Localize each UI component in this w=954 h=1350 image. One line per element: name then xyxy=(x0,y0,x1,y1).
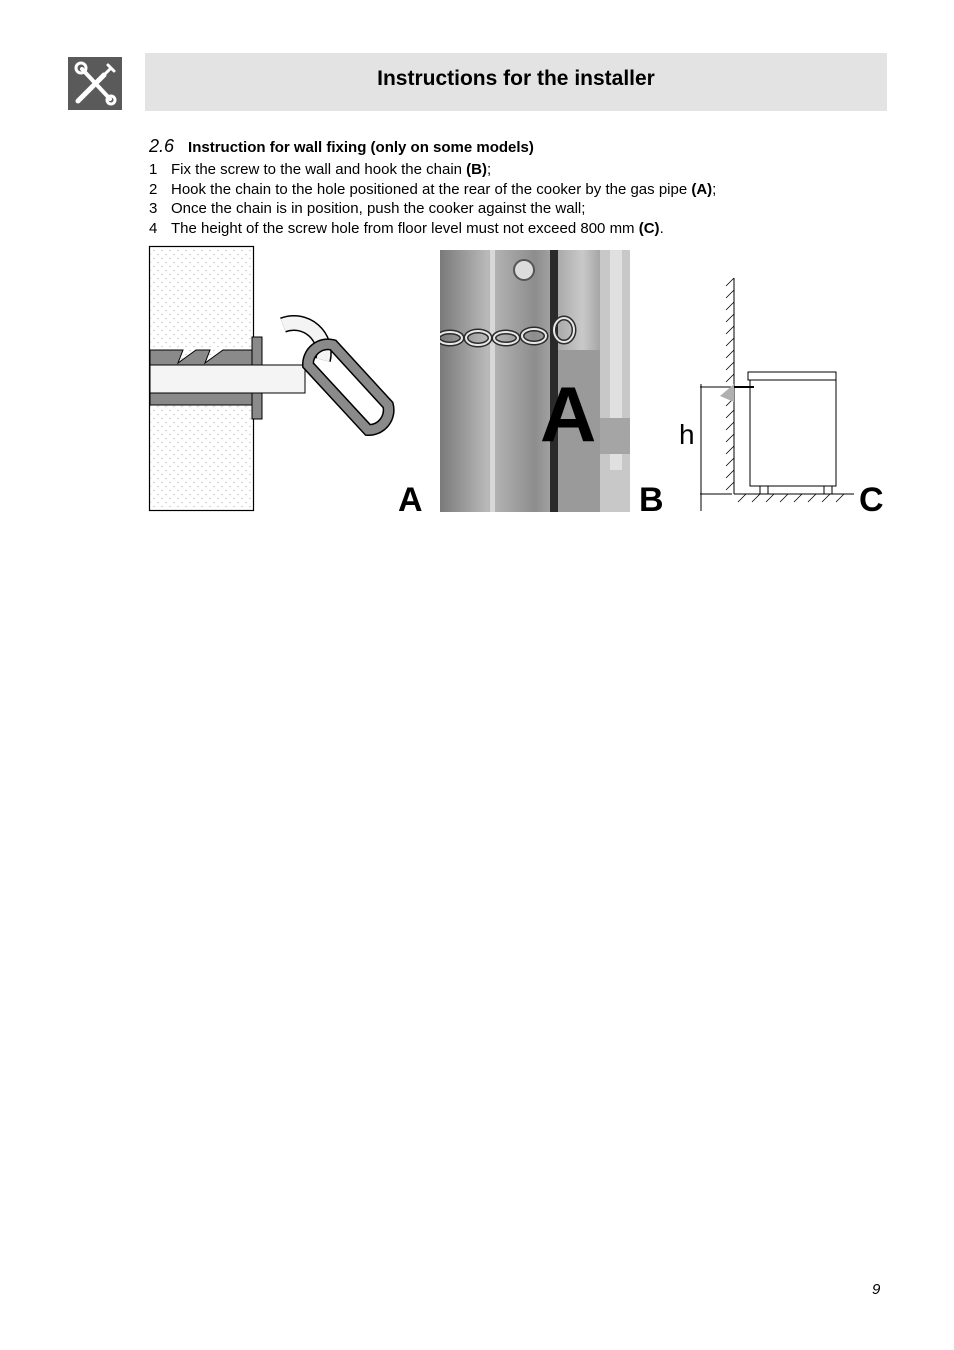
step-text: The height of the screw hole from floor level must not exceed 800 mm xyxy=(171,219,639,237)
section-number: 2.6 xyxy=(149,136,175,156)
section-title: Instruction for wall fixing (only on some models) xyxy=(188,139,534,156)
height-diagram xyxy=(676,276,856,514)
figure-label-a: A xyxy=(398,481,423,519)
page-title: Instructions for the installer xyxy=(377,67,655,90)
page-number: 9 xyxy=(872,1281,881,1298)
section-heading xyxy=(149,134,909,160)
step-ref: (A) xyxy=(691,180,713,198)
header-bar xyxy=(145,53,887,111)
list-item xyxy=(149,180,909,200)
step-end: ; xyxy=(487,161,492,178)
step-end: ; xyxy=(712,180,717,198)
step-ref: (C) xyxy=(638,219,660,237)
step-number: 4 xyxy=(149,219,158,237)
list-item xyxy=(149,219,909,239)
step-end: . xyxy=(659,219,664,237)
photo-label-a: A xyxy=(540,370,597,458)
step-number: 3 xyxy=(149,200,158,217)
step-text: Once the chain is in position, push the cooker against the wall; xyxy=(171,200,586,217)
chain-photo xyxy=(440,250,630,512)
step-number: 2 xyxy=(149,180,158,198)
section-wall-fixing xyxy=(149,134,909,238)
wall-plug-diagram xyxy=(148,245,438,513)
figure-label-c: C xyxy=(859,481,884,519)
step-ref: (B) xyxy=(466,161,487,178)
list-item xyxy=(149,199,909,219)
figure-wall-plug xyxy=(148,245,438,519)
list-item xyxy=(149,160,909,180)
steps-list xyxy=(149,160,909,238)
step-number: 1 xyxy=(149,161,158,178)
step-text: Fix the screw to the wall and hook the chain xyxy=(171,161,467,178)
screwdriver-wrench-icon xyxy=(68,57,122,110)
height-label: h xyxy=(679,419,695,450)
step-text: Hook the chain to the hole positioned at the rear of the cooker by the gas pipe xyxy=(171,180,692,198)
figure-label-b: B xyxy=(639,481,664,519)
figure-height-diagram xyxy=(676,276,888,519)
figure-chain-photo xyxy=(440,250,670,519)
